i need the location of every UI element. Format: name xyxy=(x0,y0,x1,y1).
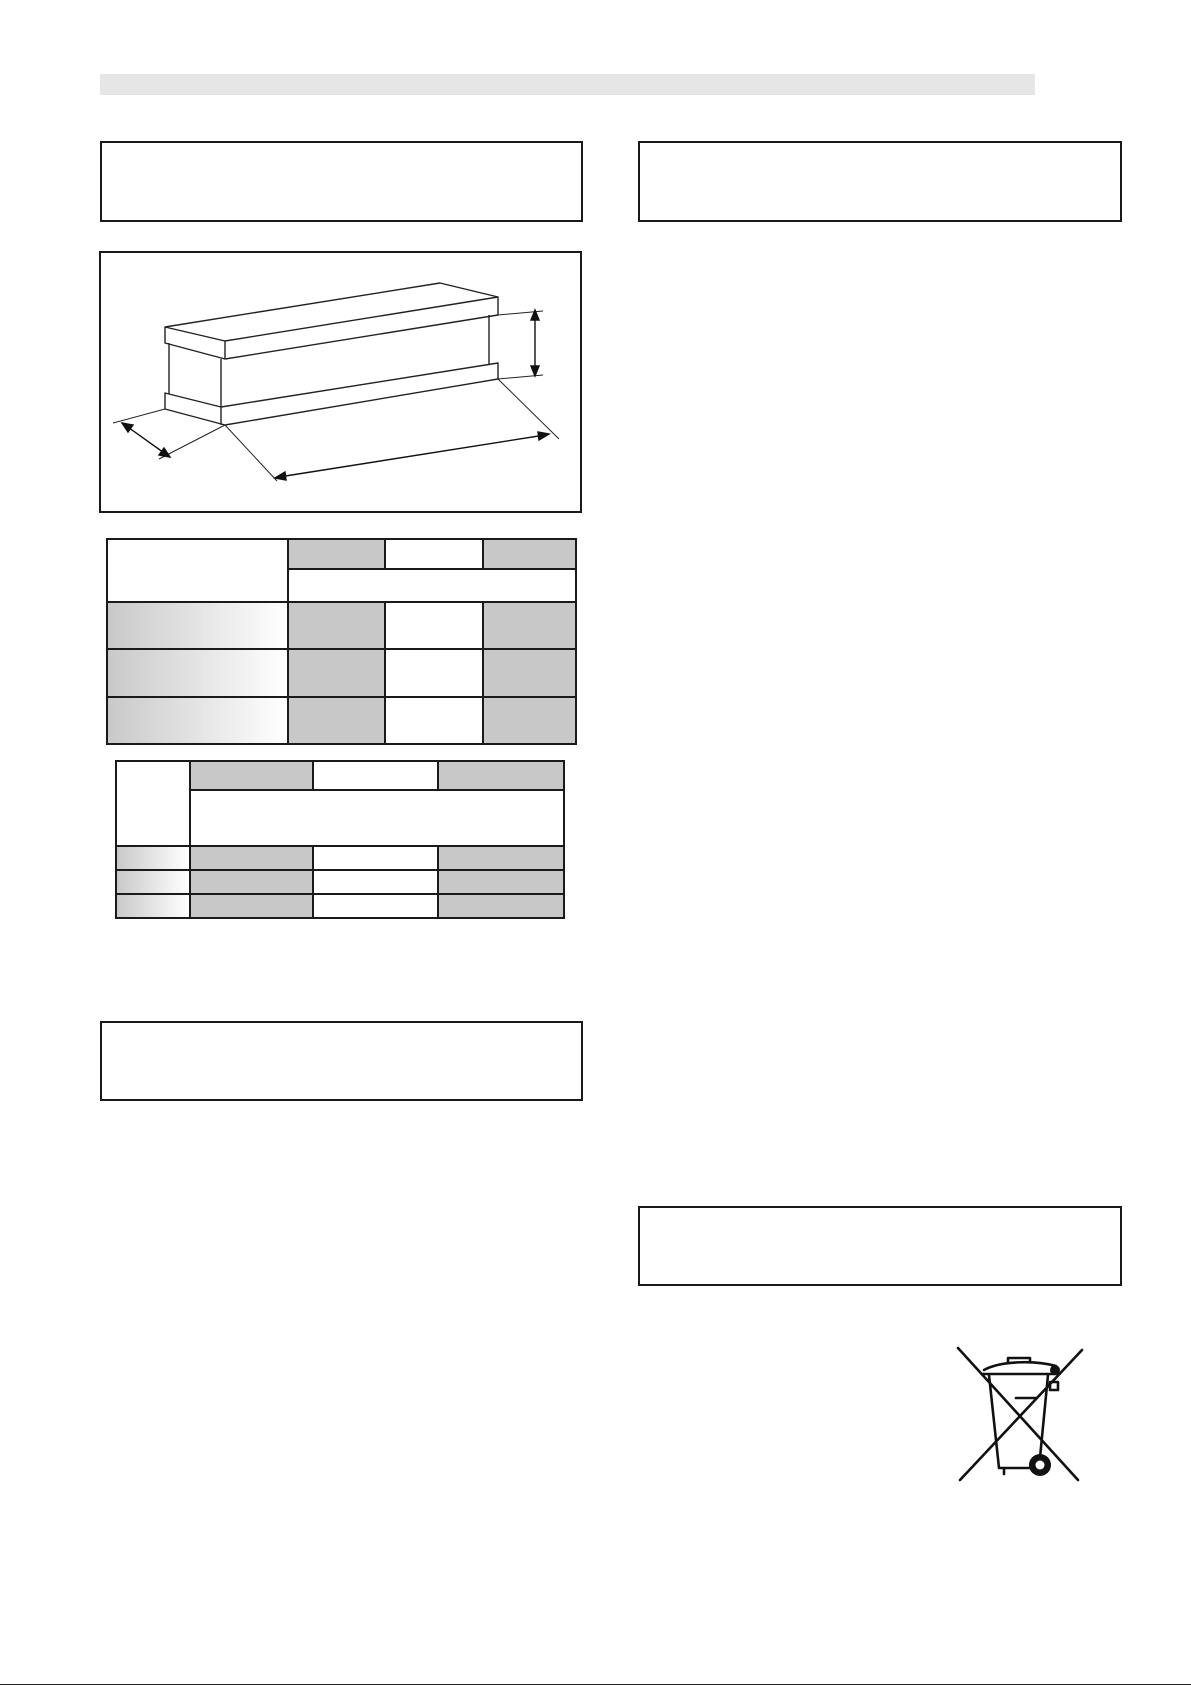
header-band xyxy=(100,74,1035,95)
table-cell xyxy=(288,602,385,649)
table-cell xyxy=(313,846,438,870)
table-cell xyxy=(438,870,564,894)
table-b-unit-row xyxy=(190,790,564,846)
table-row xyxy=(116,846,564,870)
table-a-col-1 xyxy=(288,539,385,569)
packaging-heading-box xyxy=(100,141,583,222)
table-cell xyxy=(190,870,313,894)
table-a-header-label xyxy=(107,539,288,602)
table-b-row-3-label xyxy=(116,894,190,918)
table-cell xyxy=(483,602,576,649)
table-cell xyxy=(313,870,438,894)
package-dimensions-icon xyxy=(101,253,584,515)
table-a-row-1-label xyxy=(107,602,288,649)
table-cell xyxy=(190,846,313,870)
table-row xyxy=(107,697,576,744)
table-a-col-2 xyxy=(385,539,483,569)
package-illustration-frame xyxy=(99,251,582,513)
table-cell xyxy=(288,649,385,697)
table-cell xyxy=(483,697,576,744)
table-cell xyxy=(385,649,483,697)
disposal-heading-box xyxy=(638,1206,1122,1286)
table-a-col-3 xyxy=(483,539,576,569)
storage-heading-box xyxy=(638,141,1122,222)
crossed-out-wheelie-bin-icon xyxy=(952,1344,1090,1484)
table-a-row-2-label xyxy=(107,649,288,697)
dimensions-table xyxy=(106,538,577,745)
table-b-row-2-label xyxy=(116,870,190,894)
table-row xyxy=(116,894,564,918)
table-b-col-1 xyxy=(190,761,313,790)
table-cell xyxy=(385,602,483,649)
weee-symbol xyxy=(952,1344,1090,1484)
table-cell xyxy=(483,649,576,697)
table-row xyxy=(116,870,564,894)
table-row xyxy=(107,602,576,649)
table-cell xyxy=(288,697,385,744)
table-cell xyxy=(190,894,313,918)
table-b-row-1-label xyxy=(116,846,190,870)
table-b-col-3 xyxy=(438,761,564,790)
installation-heading-box xyxy=(100,1021,583,1101)
table-b-col-2 xyxy=(313,761,438,790)
table-cell xyxy=(385,697,483,744)
table-cell xyxy=(313,894,438,918)
table-b-header-label xyxy=(116,761,190,846)
table-a-row-3-label xyxy=(107,697,288,744)
table-cell xyxy=(438,846,564,870)
table-cell xyxy=(438,894,564,918)
weights-table xyxy=(115,760,565,919)
table-row xyxy=(107,649,576,697)
table-a-unit-row xyxy=(288,569,576,602)
